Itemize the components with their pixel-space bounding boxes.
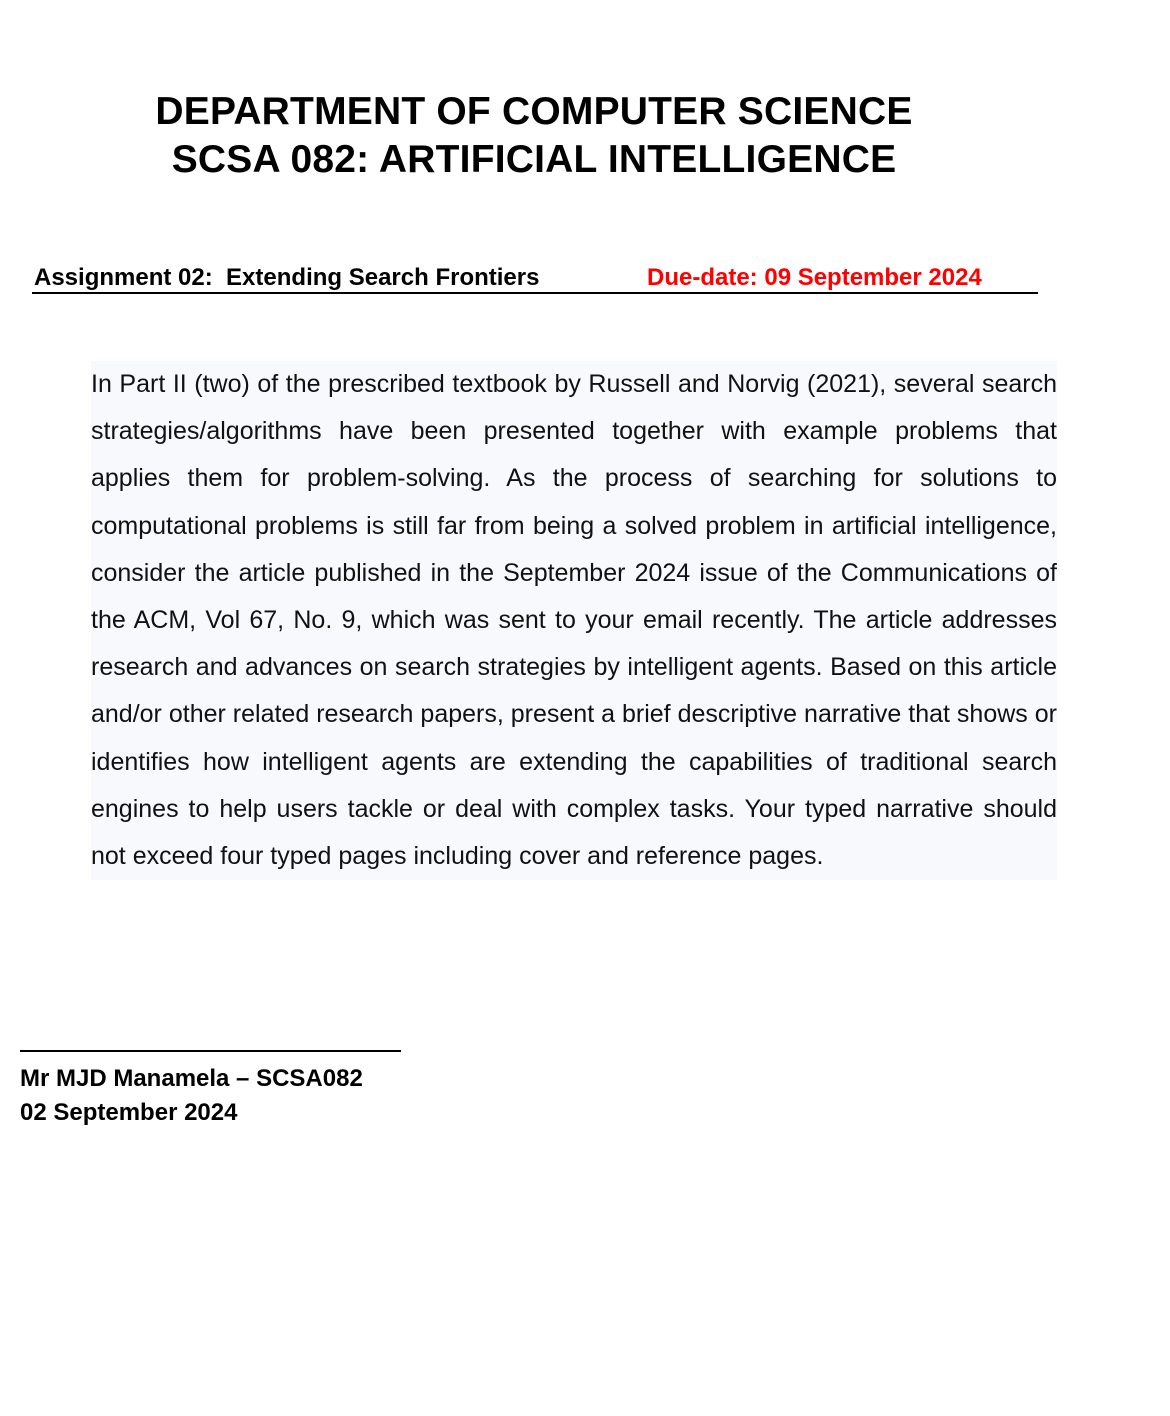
due-date: Due-date: 09 September 2024 — [647, 264, 982, 291]
department-title: DEPARTMENT OF COMPUTER SCIENCE — [155, 90, 913, 133]
document-header — [0, 88, 1068, 184]
assignment-description: In Part II (two) of the prescribed textbook by Russell and Norvig (2021), several search strategies/algorithms have been presented together with example problems that applies them for problem-solving. As the process of searching for solutions to computational problems is still far from being a solved problem in artificial intelligence, consider the article published in the September 2024 issue of the Communications of the ACM, Vol 67, No. 9, which was sent to your email recently. The article addresses research and advances on search strategies by intelligent agents. Based on this article and/or other related research papers, present a brief descriptive narrative that shows or identifies how intelligent agents are extending the capabilities of traditional search engines to help users tackle or deal with complex tasks. Your typed narrative should not exceed four typed pages including cover and reference pages. — [91, 361, 1057, 880]
assignment-heading — [32, 262, 1038, 294]
signature-line — [20, 1050, 401, 1052]
course-title: SCSA 082: ARTIFICIAL INTELLIGENCE — [171, 138, 897, 181]
assignment-title: Assignment 02: Extending Search Frontiers — [34, 264, 540, 291]
signature-date: 02 September 2024 — [20, 1099, 238, 1126]
signature-block — [20, 1062, 363, 1130]
signature-author: Mr MJD Manamela – SCSA082 — [20, 1065, 363, 1092]
